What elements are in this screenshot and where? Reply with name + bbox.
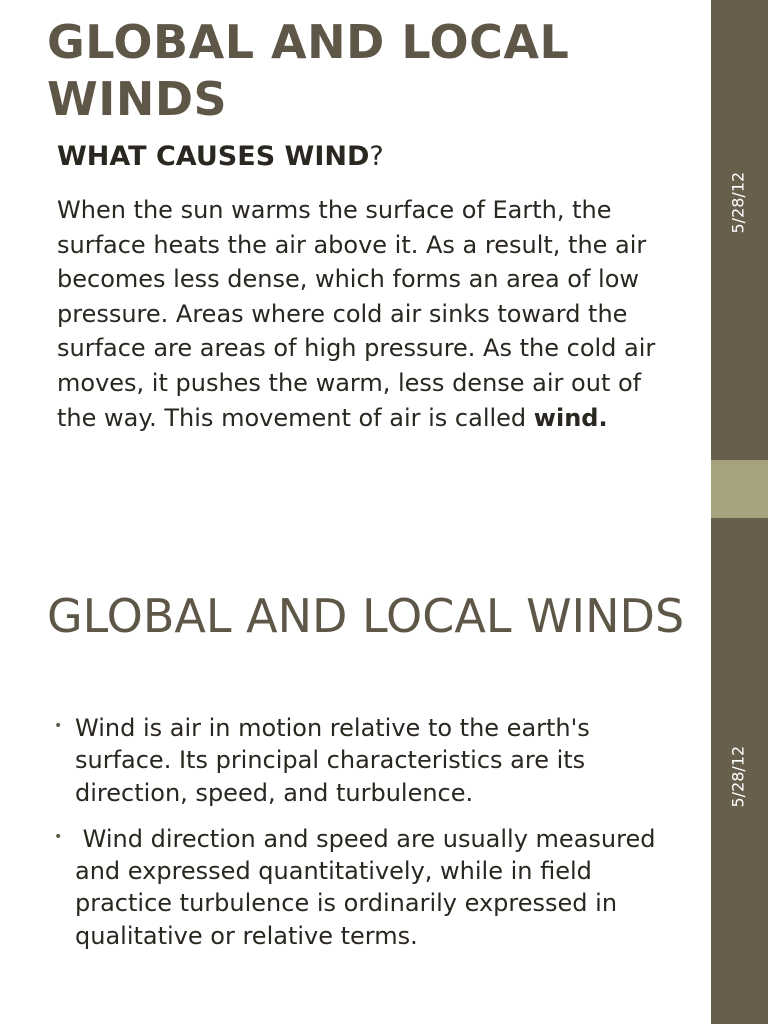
sidebar-accent-block (711, 512, 768, 518)
sidebar-accent-block (711, 460, 768, 512)
slide-1-subheading (57, 140, 384, 174)
slide-1-body-text (57, 193, 687, 435)
bullet-item (50, 712, 660, 809)
slide-2-date: 5/28/12 (728, 745, 748, 808)
slide-2-bullet-list (50, 712, 664, 966)
slide-1-title: GLOBAL AND LOCAL WINDS (47, 15, 570, 126)
bullet-item (50, 823, 664, 952)
subheading-rest-text: ? (369, 141, 384, 172)
bullet-icon: • (54, 718, 63, 734)
slide-2-title: GLOBAL AND LOCAL WINDS (47, 589, 685, 643)
bullet-icon: • (54, 828, 63, 845)
slide-1-sidebar (711, 0, 768, 512)
bullet-text: Wind is air in motion relative to the earth's surface. Its principal characteristics are its direction, speed, and turbulence. (75, 714, 601, 807)
bullet-text: Wind direction and speed are usually measured and expressed quantitatively, while in field practice turbulence is ordinarily expressed in qualitative or relative terms. (75, 824, 664, 950)
slide-2 (0, 512, 768, 1024)
body-bold-term: wind. (533, 403, 608, 432)
body-paragraph-text: When the sun warms the surface of Earth, the surface heats the air above it. As a result, the air becomes less dense, which forms an area of low pressure. Areas where cold air sinks toward the surface are areas of high pressure. As the cold air moves, it pushes the warm, less dense air out of the way. This movement of air is called (57, 196, 656, 432)
slide-1-date: 5/28/12 (728, 171, 748, 234)
subheading-bold-text: WHAT CAUSES WIND (57, 141, 370, 172)
